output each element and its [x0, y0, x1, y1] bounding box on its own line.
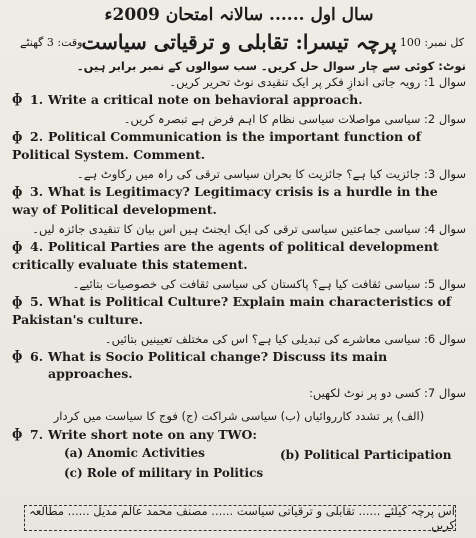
question-7-urdu: سوال 7: کسی دو پر نوٹ لکھیں: — [308, 386, 466, 400]
question-number: 4. — [30, 239, 44, 254]
question-number: 7. — [30, 427, 44, 442]
question-5-urdu: سوال 5: سیاسی ثقافت کیا ہے؟ پاکستان کی سیاسی ثقافت کی خصوصیات بتائیے۔ — [72, 277, 466, 291]
question-6-urdu: سوال 6: سیاسی معاشرے کی تبدیلی کیا ہے؟ اس کی مختلف تعیینیں بتائیں۔ — [104, 332, 466, 346]
question-number: 6. — [30, 349, 44, 364]
instructions-note: نوٹ: کوئی سے چار سوال حل کریں۔ سب سوالوں کے نمبر برابر ہیں۔ — [76, 59, 466, 73]
question-4 — [12, 238, 466, 273]
q-mark-icon: ɸ — [12, 349, 23, 364]
question-number: 3. — [30, 184, 44, 199]
option-b: (b) Political Participation — [280, 448, 452, 462]
q-mark-icon: ɸ — [12, 240, 23, 255]
question-number: 2. — [30, 129, 44, 144]
question-3 — [12, 183, 466, 218]
question-5 — [12, 293, 466, 328]
question-1 — [12, 91, 466, 108]
paper-header — [12, 28, 466, 58]
total-marks: کل نمبر: 100 — [399, 36, 464, 49]
question-text: Write a critical note on behavioral approach. — [48, 92, 363, 107]
question-text: What is Political Culture? Explain main characteristics of Pakistan's culture. — [12, 294, 452, 327]
question-number: 5. — [30, 294, 44, 309]
question-text: What is Legitimacy? Legitimacy crisis is a hurdle in the way of Political development. — [12, 184, 438, 217]
q-mark-icon: ɸ — [12, 295, 23, 310]
exam-time: وقت: 3 گھنٹے — [20, 36, 83, 49]
question-4-urdu: سوال 4: سیاسی جماعتیں سیاسی ترقی کی ایک ایجنٹ ہیں اس بیان کا تنقیدی جائزہ لیں۔ — [32, 222, 466, 236]
question-1-urdu: سوال 1: رویہ جاتی اندازِ فکر پر ایک تنقیدی نوٹ تحریر کریں۔ — [169, 75, 466, 89]
option-a: (a) Anomic Activities — [64, 446, 205, 460]
question-2-urdu: سوال 2: سیاسی مواصلات سیاسی نظام کا اہم فرض ہے تبصرہ کریں۔ — [123, 112, 466, 126]
question-6 — [12, 348, 466, 382]
question-number: 1. — [30, 92, 44, 107]
question-text: Write short note on any TWO: — [48, 427, 257, 442]
question-3-urdu: سوال 3: جائزیت کیا ہے؟ جائزیت کا بحران سیاسی ترقی کی راہ میں رکاوٹ ہے۔ — [77, 167, 466, 181]
footer-recommendation: اس پرچہ کیلئے ...... تقابلی و ترقیاتی سیاست ...... مصنف محمد عالم مدیل ...... مطالعہ کریں — [24, 505, 456, 531]
option-c: (c) Role of military in Politics — [64, 466, 264, 480]
question-7-parts-urdu: (الف) پر تشدد کارروائیاں (ب) سیاسی شراکت (ج) فوج کا سیاست میں کردار — [53, 409, 425, 423]
paper-title: پرچہ تیسرا: تقابلی و ترقیاتی سیاست — [81, 30, 397, 54]
question-7-options — [12, 446, 466, 484]
question-2 — [12, 128, 466, 163]
question-text: What is Socio Political change? Discuss its main approaches. — [48, 349, 388, 381]
question-7 — [12, 426, 466, 443]
question-text: Political Communication is the important function of Political System. Comment. — [12, 129, 422, 162]
q-mark-icon: ɸ — [12, 427, 23, 442]
q-mark-icon: ɸ — [12, 185, 23, 200]
q-mark-icon: ɸ — [12, 130, 23, 145]
q-mark-icon: ɸ — [12, 92, 23, 107]
exam-year-line: سال اول ...... سالانہ امتحان 2009ء — [104, 5, 374, 25]
question-text: Political Parties are the agents of political development critically evaluate this statement. — [12, 239, 439, 272]
